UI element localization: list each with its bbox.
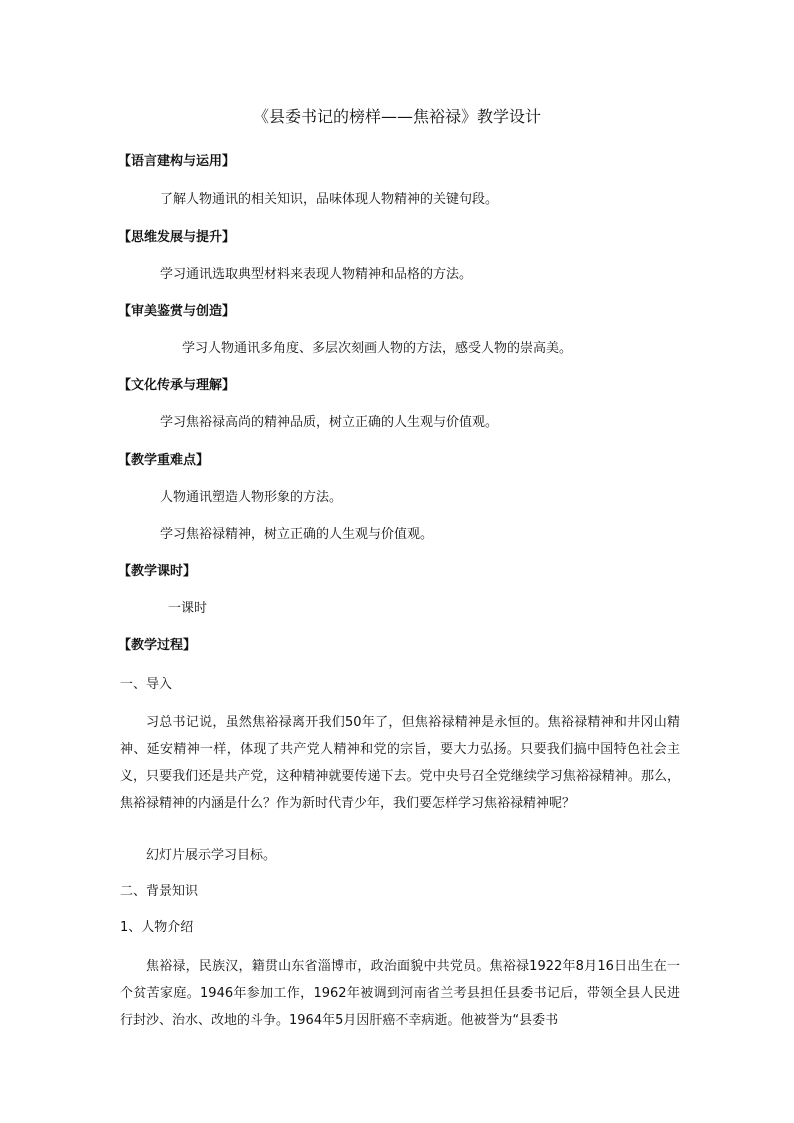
document-title: 《县委书记的榜样——焦裕禄》教学设计 (252, 107, 541, 126)
section-heading-language: 【语言建构与运用】 (118, 154, 236, 169)
section-heading-aesthetic: 【审美鉴赏与创造】 (118, 304, 236, 319)
intro-heading: 一、导入 (120, 677, 173, 692)
slide-note: 幻灯片展示学习目标。 (146, 848, 277, 863)
section-heading-hours: 【教学课时】 (118, 564, 197, 579)
intro-paragraph: 习总书记说，虽然焦裕禄离开我们50年了，但焦裕禄精神是永恒的。焦裕禄精神和井冈山精神、延安精神一样，体现了共产党人精神和党的宗旨，要大力弘扬。只要我们搞中国特色社会主义，只要我们还是共产党，这种精神就要传递下去。党中央号召全党继续学习焦裕禄精神。那么，焦裕禄精神的内涵是什么？作为新时代青少年，我们要怎样学习焦裕禄精神呢？ (120, 715, 680, 811)
section-text-thinking: 学习通讯选取典型材料来表现人物精神和品格的方法。 (160, 267, 473, 282)
section-heading-process: 【教学过程】 (118, 638, 197, 653)
section-text-aesthetic: 学习人物通讯多角度、多层次刻画人物的方法，感受人物的崇高美。 (182, 341, 573, 356)
key-point-item: 人物通讯塑造人物形象的方法。 (160, 490, 343, 505)
background-heading: 二、背景知识 (120, 884, 199, 899)
person-paragraph: 焦裕禄，民族汉，籍贯山东省淄博市，政治面貌中共党员。焦裕禄1922年8月16日出生在一个贫苦家庭。1946年参加工作，1962年被调到河南省兰考县担任县委书记后，带领全县人民进行封沙、治水、改地的斗争。1964年5月因肝癌不幸病逝。他被誉为“县委书 (120, 959, 680, 1028)
section-text-culture: 学习焦裕禄高尚的精神品质，树立正确的人生观与价值观。 (160, 415, 499, 430)
section-text-hours: 一课时 (168, 601, 208, 616)
section-heading-culture: 【文化传承与理解】 (118, 378, 236, 393)
section-heading-key-points: 【教学重难点】 (118, 453, 210, 468)
section-text-language: 了解人物通讯的相关知识，品味体现人物精神的关键句段。 (160, 192, 499, 207)
section-heading-thinking: 【思维发展与提升】 (118, 230, 236, 245)
person-heading: 1、人物介绍 (120, 920, 194, 935)
key-point-item: 学习焦裕禄精神，树立正确的人生观与价值观。 (160, 527, 434, 542)
